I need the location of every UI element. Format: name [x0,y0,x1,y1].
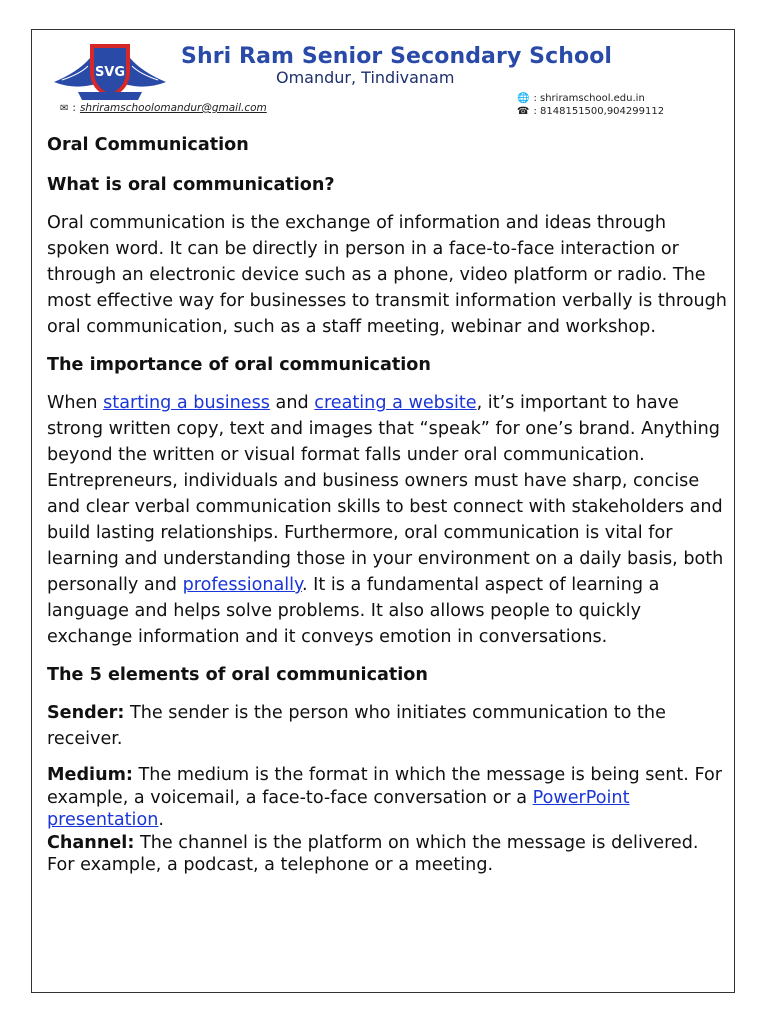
channel-text: The channel is the platform on which the message is delivered. For example, a podcast, a telephone or a meeting. [47,832,699,875]
school-location: Omandur, Tindivanam [276,68,455,87]
paragraph-medium [47,764,727,832]
sender-label: Sender: [47,703,125,723]
channel-label: Channel: [47,832,135,853]
link-professionally[interactable]: professionally [182,575,302,595]
heading-what-is: What is oral communication? [47,175,335,195]
letterhead [48,36,728,120]
email-label: : [72,102,76,114]
contact-block [517,92,664,118]
globe-icon: 🌐 [517,93,530,104]
website-text[interactable]: : shriramschool.edu.in [533,93,645,104]
link-starting-business[interactable]: starting a business [103,393,270,413]
text-run: . It is a fundamental aspect of learning a language and helps solve problems. It also allows people to quickly exchange information and it conveys emotion in conversations. [47,575,660,647]
email-line [60,102,267,114]
phone-text: : 8148151500,904299112 [533,106,665,117]
medium-text: The medium is the format in which the message is being sent. For example, a voicemail, a face-to-face conversation or a [47,765,722,808]
text-run: and [269,393,315,413]
medium-end: . [158,810,164,830]
heading-elements: The 5 elements of oral communication [47,665,428,685]
logo-text: SVG [94,65,126,80]
website-line [517,92,664,105]
email-address[interactable]: shriramschoolomandur@gmail.com [79,102,267,114]
paragraph-sender [47,700,727,752]
phone-line [517,105,664,118]
sender-text: The sender is the person who initiates communication to the receiver. [47,703,666,749]
text-run: When [47,393,104,413]
paragraph-importance [47,390,727,650]
school-logo [48,38,172,104]
phone-icon: ☎ [517,106,530,117]
document-title: Oral Communication [47,135,249,155]
text-run: , it’s important to have strong written copy, text and images that “speak” for one’s brand. Anything beyond the written or visual format falls under oral communication. Entrepreneurs, individuals and business owners must have sharp, concise and clear verbal communication skills to best connect with stakeholders and build lasting relationships. Furthermore, oral communication is vital for learning and understanding those in your environment on a daily basis, both personally and [47,393,724,595]
link-powerpoint[interactable]: PowerPoint presentation [47,787,630,830]
paragraph-what-is: Oral communication is the exchange of information and ideas through spoken word. It can be directly in person in a face-to-face interaction or through an electronic device such as a phone, video platform or radio. The most effective way for businesses to transmit information verbally is through oral communication, such as a staff meeting, webinar and workshop. [47,213,727,337]
school-name: Shri Ram Senior Secondary School [181,44,613,69]
envelope-icon: ✉ [60,102,69,114]
document-body [47,126,727,877]
heading-importance: The importance of oral communication [47,355,431,375]
paragraph-channel [47,832,727,877]
medium-label: Medium: [47,765,133,785]
link-creating-website[interactable]: creating a website [314,393,477,413]
